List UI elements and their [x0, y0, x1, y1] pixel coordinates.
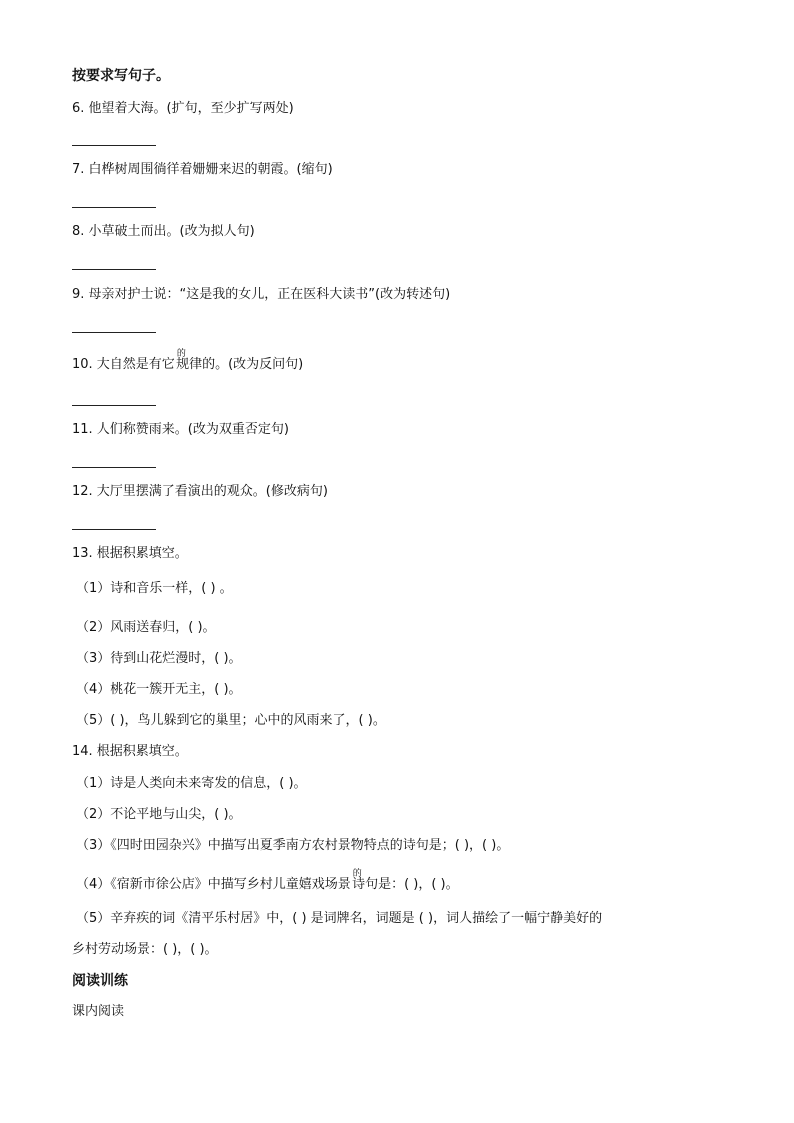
- question-14-item-5-line-1: （5）辛弃疾的词《清平乐村居》中，( ) 是词牌名，词题是 ( )，词人描绘了一幅宁静美好的: [76, 911, 603, 926]
- question-6: 6. 他望着大海。(扩句，至少扩写两处): [72, 101, 294, 116]
- question-13-item-1: （1）诗和音乐一样，( ) 。: [76, 581, 233, 596]
- question-14-item-2: （2）不论平地与山尖，( )。: [76, 807, 242, 822]
- question-14-item-4: [76, 869, 459, 893]
- question-10: [72, 349, 304, 373]
- question-13-item-4: （4）桃花一簇开无主，( )。: [76, 682, 242, 697]
- question-9: 9. 母亲对护士说：“这是我的女儿，正在医科大读书”(改为转述句): [72, 287, 451, 302]
- question-12: 12. 大厅里摆满了看演出的观众。(修改病句): [72, 484, 328, 499]
- answer-line-8[interactable]: [72, 269, 156, 270]
- answer-line-7[interactable]: [72, 207, 156, 208]
- question-14-item-4-mark: 的: [352, 869, 362, 879]
- section-heading-reading: 阅读训练: [72, 973, 128, 989]
- section-heading-sentences: 按要求写句子。: [72, 68, 170, 84]
- question-14-title: 14. 根据积累填空。: [72, 744, 188, 759]
- answer-line-11[interactable]: [72, 467, 156, 468]
- answer-line-9[interactable]: [72, 332, 156, 333]
- question-14-item-4-after: 诗句是：( )，( )。: [352, 877, 459, 892]
- question-14-item-3: （3）《四时田园杂兴》中描写出夏季南方农村景物特点的诗句是；( )，( )。: [76, 838, 510, 853]
- question-13-item-5: （5）( )，鸟儿躲到它的巢里；心中的风雨来了，( )。: [76, 713, 386, 728]
- question-11: 11. 人们称赞雨来。(改为双重否定句): [72, 422, 289, 437]
- question-10-text-before: 10. 大自然是有它: [72, 357, 175, 372]
- question-8: 8. 小草破土而出。(改为拟人句): [72, 224, 255, 239]
- answer-line-6[interactable]: [72, 145, 156, 146]
- answer-line-10[interactable]: [72, 405, 156, 406]
- question-13-item-2: （2）风雨送春归，( )。: [76, 620, 216, 635]
- question-14-item-4-before: （4）《宿新市徐公店》中描写乡村儿童嬉戏场景: [76, 877, 351, 892]
- section-subheading-in-class-reading: 课内阅读: [72, 1004, 125, 1019]
- question-13-item-3: （3）待到山花烂漫时，( )。: [76, 651, 242, 666]
- question-13-title: 13. 根据积累填空。: [72, 546, 188, 561]
- answer-line-12[interactable]: [72, 529, 156, 530]
- question-10-mark: 的: [176, 349, 186, 359]
- question-7: 7. 白桦树周围徜徉着姗姗来迟的朝霞。(缩句): [72, 162, 333, 177]
- question-14-item-5-line-2: 乡村劳动场景：( )，( )。: [72, 942, 218, 957]
- question-10-text-after: 规律的。(改为反问句): [176, 357, 304, 372]
- question-14-item-1: （1）诗是人类向未来寄发的信息，( )。: [76, 776, 307, 791]
